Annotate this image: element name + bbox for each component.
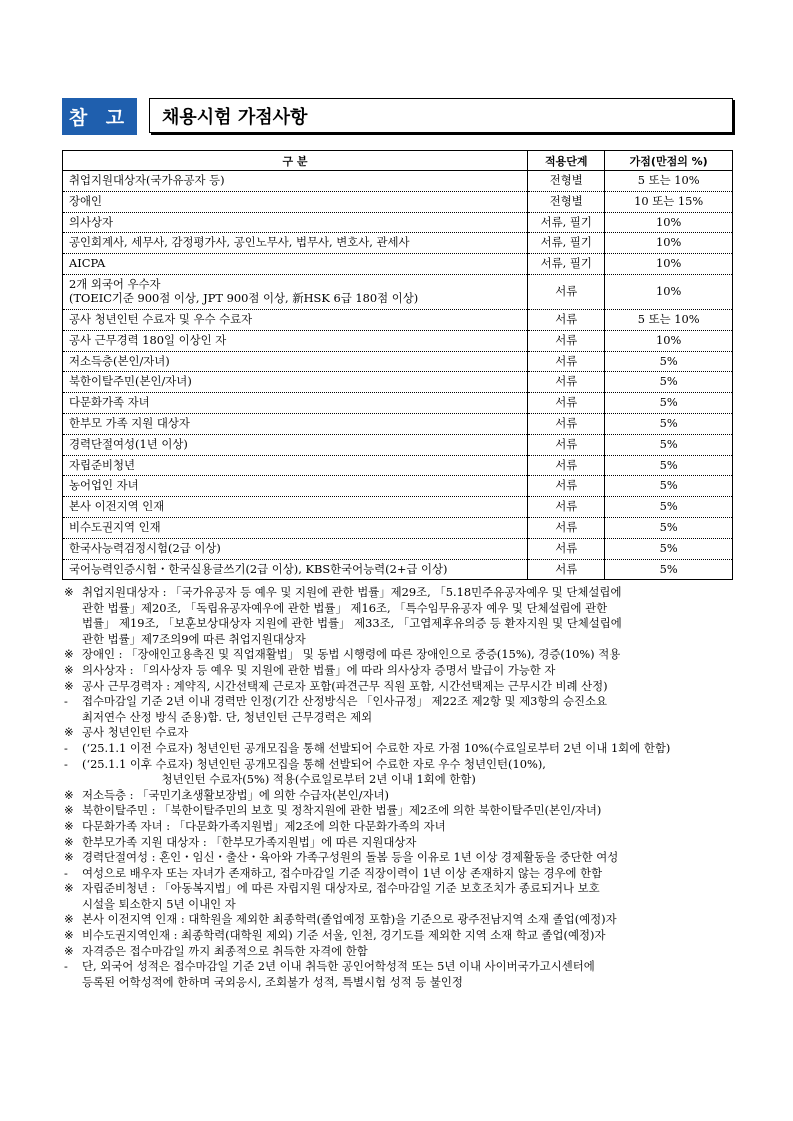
note-mark bbox=[64, 616, 82, 632]
note-text: 공사 근무경력자 : 계약직, 시간선택제 근로자 포함(파견근무 직원 포함, 시간선택제는 근무시간 비례 산정) bbox=[82, 678, 608, 693]
note-mark: ※ bbox=[64, 678, 74, 693]
row-item: 저소득층(본인/자녀) bbox=[63, 351, 528, 372]
row-stage: 서류 bbox=[528, 517, 605, 538]
row-points: 5% bbox=[605, 476, 733, 497]
row-item: 자립준비청년 bbox=[63, 455, 528, 476]
note-text: 자격증은 접수마감일 까지 최종적으로 취득한 자격에 한함 bbox=[82, 943, 368, 958]
table-row bbox=[63, 351, 733, 372]
note-text: 경력단절여성 : 혼인・임신・출산・육아와 가족구성원의 돌봄 등을 이유로 1년 이상 경제활동을 중단한 여성 bbox=[82, 850, 619, 865]
row-stage: 서류 bbox=[528, 455, 605, 476]
table-row bbox=[63, 330, 733, 351]
row-item: 농어업인 자녀 bbox=[63, 476, 528, 497]
row-item-line2: (TOEIC기준 900점 이상, JPT 900점 이상, 新HSK 6급 180점 이상) bbox=[69, 290, 419, 305]
row-stage: 서류, 필기 bbox=[528, 233, 605, 254]
row-stage: 서류 bbox=[528, 559, 605, 580]
row-points: 5 또는 10% bbox=[605, 309, 733, 330]
row-points: 5% bbox=[605, 455, 733, 476]
note-text: 등록된 어학성적에 한하며 국외응시, 조회불가 성적, 특별시험 성적 등 불인정 bbox=[82, 974, 463, 989]
note-line bbox=[64, 897, 744, 913]
note-mark: ※ bbox=[64, 834, 74, 849]
note-line bbox=[64, 741, 744, 757]
note-text: 관한 법률」제7조의9에 따른 취업지원대상자 bbox=[82, 631, 306, 646]
note-mark bbox=[64, 601, 82, 617]
row-stage: 서류 bbox=[528, 393, 605, 414]
table-row bbox=[63, 372, 733, 393]
row-points: 10 또는 15% bbox=[605, 191, 733, 212]
table-row bbox=[63, 233, 733, 254]
row-stage: 서류 bbox=[528, 538, 605, 559]
note-line bbox=[64, 679, 744, 695]
note-line bbox=[64, 912, 744, 928]
row-points: 5% bbox=[605, 497, 733, 518]
note-mark: ※ bbox=[64, 585, 74, 599]
note-text: (‘25.1.1 이전 수료자) 청년인턴 공개모집을 통해 선발되어 수료한 자로 가점 10%(수료일로부터 2년 이내 1회에 한함) bbox=[82, 740, 671, 755]
note-mark bbox=[64, 772, 82, 788]
note-mark bbox=[64, 710, 82, 726]
row-points: 5% bbox=[605, 517, 733, 538]
table-row bbox=[63, 393, 733, 414]
note-mark: ※ bbox=[64, 725, 74, 740]
note-mark: ※ bbox=[64, 928, 74, 943]
note-line bbox=[64, 616, 744, 632]
row-stage: 전형별 bbox=[528, 191, 605, 212]
note-line bbox=[64, 803, 744, 819]
note-line bbox=[64, 725, 744, 741]
page-title: 채용시험 가점사항 bbox=[149, 98, 733, 133]
title-bar bbox=[62, 98, 735, 135]
row-item: 국어능력인증시험・한국실용글쓰기(2급 이상), KBS한국어능력(2+급 이상) bbox=[63, 559, 528, 580]
note-text: 관한 법률」제20조, 「독립유공자예우에 관한 법률」 제16조, 「특수임무유공자 예우 및 단체설립에 관한 bbox=[82, 600, 608, 615]
note-text: 청년인턴 수료자(5%) 적용(수료일로부터 2년 이내 1회에 한함) bbox=[82, 772, 476, 787]
table-row bbox=[63, 497, 733, 518]
note-mark: - bbox=[64, 694, 68, 709]
note-line bbox=[64, 975, 744, 991]
table-row bbox=[63, 254, 733, 275]
note-line bbox=[64, 772, 744, 788]
row-stage: 서류 bbox=[528, 351, 605, 372]
note-text: 접수마감일 기준 2년 이내 경력만 인정(기간 산정방식은 「인사규정」 제22조 제2항 및 제3항의 승진소요 bbox=[82, 694, 608, 709]
note-line bbox=[64, 585, 744, 601]
table-row bbox=[63, 309, 733, 330]
row-stage: 서류 bbox=[528, 330, 605, 351]
row-item: 본사 이전지역 인재 bbox=[63, 497, 528, 518]
table-row bbox=[63, 171, 733, 192]
table-row bbox=[63, 413, 733, 434]
row-points: 10% bbox=[605, 254, 733, 275]
note-line bbox=[64, 757, 744, 773]
row-stage: 서류 bbox=[528, 372, 605, 393]
note-mark: ※ bbox=[64, 647, 74, 662]
row-item: 의사상자 bbox=[63, 212, 528, 233]
row-stage: 서류 bbox=[528, 413, 605, 434]
note-line bbox=[64, 819, 744, 835]
note-mark: ※ bbox=[64, 662, 74, 677]
table-row bbox=[63, 538, 733, 559]
row-item: 장애인 bbox=[63, 191, 528, 212]
note-text: 북한이탈주민 : 「북한이탈주민의 보호 및 정착지원에 관한 법률」제2조에 의한 북한이탈주민(본인/자녀) bbox=[82, 803, 602, 818]
note-line bbox=[64, 959, 744, 975]
table-row bbox=[63, 476, 733, 497]
row-stage: 전형별 bbox=[528, 171, 605, 192]
note-mark: ※ bbox=[64, 943, 74, 958]
row-item-line1: 2개 외국어 우수자 bbox=[69, 277, 161, 292]
row-item: 공인회계사, 세무사, 감정평가사, 공인노무사, 법무사, 변호사, 관세사 bbox=[63, 233, 528, 254]
table-header-row bbox=[63, 151, 733, 171]
note-text: 장애인 : 「장애인고용촉진 및 직업재활법」 및 동법 시행령에 따른 장애인으로 중증(15%), 경증(10%) 적용 bbox=[82, 647, 621, 662]
row-item: 비수도권지역 인재 bbox=[63, 517, 528, 538]
note-text: 최저연수 산정 방식 준용)함. 단, 청년인턴 근무경력은 제외 bbox=[82, 709, 373, 724]
note-text: 법률」 제19조, 「보훈보상대상자 지원에 관한 법률」 제33조, 「고엽제후유의증 등 환자지원 및 단체설립에 bbox=[82, 616, 622, 631]
note-line bbox=[64, 632, 744, 648]
note-line bbox=[64, 788, 744, 804]
row-stage: 서류 bbox=[528, 309, 605, 330]
note-mark: ※ bbox=[64, 787, 74, 802]
row-points: 5% bbox=[605, 413, 733, 434]
note-line bbox=[64, 647, 744, 663]
row-stage: 서류 bbox=[528, 434, 605, 455]
note-mark: ※ bbox=[64, 818, 74, 833]
note-line bbox=[64, 866, 744, 882]
note-text: 공사 청년인턴 수료자 bbox=[82, 725, 189, 740]
row-item: 다문화가족 자녀 bbox=[63, 393, 528, 414]
note-text: 여성으로 배우자 또는 자녀가 존재하고, 접수마감일 기준 직장이력이 1년 이상 존재하지 않는 경우에 한함 bbox=[82, 865, 603, 880]
row-item: 북한이탈주민(본인/자녀) bbox=[63, 372, 528, 393]
reference-badge: 참 고 bbox=[62, 98, 137, 135]
note-mark: - bbox=[64, 756, 68, 771]
row-item: 공사 청년인턴 수료자 및 우수 수료자 bbox=[63, 309, 528, 330]
row-points: 10% bbox=[605, 212, 733, 233]
row-item: AICPA bbox=[63, 254, 528, 275]
note-mark bbox=[64, 975, 82, 991]
note-text: 자립준비청년 : 「아동복지법」에 따른 자립지원 대상자로, 접수마감일 기준 보호조치가 종료되거나 보호 bbox=[82, 881, 600, 896]
note-line bbox=[64, 663, 744, 679]
row-points: 10% bbox=[605, 233, 733, 254]
note-text: 단, 외국어 성적은 접수마감일 기준 2년 이내 취득한 공인어학성적 또는 5년 이내 사이버국가고시센터에 bbox=[82, 959, 595, 974]
note-mark: - bbox=[64, 740, 68, 755]
table-row bbox=[63, 434, 733, 455]
note-line bbox=[64, 601, 744, 617]
note-text: (‘25.1.1 이후 수료자) 청년인턴 공개모집을 통해 선발되어 수료한 자로 우수 청년인턴(10%), bbox=[82, 756, 546, 771]
table-row bbox=[63, 559, 733, 580]
note-mark: ※ bbox=[64, 850, 74, 865]
note-line bbox=[64, 850, 744, 866]
row-item: 공사 근무경력 180일 이상인 자 bbox=[63, 330, 528, 351]
note-text: 저소득층 : 「국민기초생활보장법」에 의한 수급자(본인/자녀) bbox=[82, 787, 389, 802]
row-stage: 서류 bbox=[528, 497, 605, 518]
row-stage: 서류, 필기 bbox=[528, 212, 605, 233]
row-stage: 서류, 필기 bbox=[528, 254, 605, 275]
note-text: 취업지원대상자 : 「국가유공자 등 예우 및 지원에 관한 법률」제29조, 「5.18민주유공자예우 및 단체설립에 bbox=[82, 585, 622, 599]
row-item bbox=[63, 274, 528, 309]
notes-section bbox=[64, 585, 744, 990]
row-item: 취업지원대상자(국가유공자 등) bbox=[63, 171, 528, 192]
row-item: 한국사능력검정시험(2급 이상) bbox=[63, 538, 528, 559]
note-line bbox=[64, 944, 744, 960]
note-line bbox=[64, 835, 744, 851]
row-stage: 서류 bbox=[528, 476, 605, 497]
row-points: 5% bbox=[605, 393, 733, 414]
row-item: 경력단절여성(1년 이상) bbox=[63, 434, 528, 455]
row-points: 5% bbox=[605, 559, 733, 580]
note-mark: - bbox=[64, 865, 68, 880]
col-header-category: 구 분 bbox=[63, 151, 528, 171]
note-line bbox=[64, 928, 744, 944]
row-points: 5% bbox=[605, 351, 733, 372]
table-row bbox=[63, 274, 733, 309]
table-row bbox=[63, 517, 733, 538]
row-points: 5 또는 10% bbox=[605, 171, 733, 192]
note-text: 의사상자 : 「의사상자 등 예우 및 지원에 관한 법률」에 따라 의사상자 증명서 발급이 가능한 자 bbox=[82, 662, 556, 677]
table-row bbox=[63, 455, 733, 476]
note-text: 다문화가족 자녀 : 「다문화가족지원법」제2조에 의한 다문화가족의 자녀 bbox=[82, 818, 446, 833]
note-line bbox=[64, 881, 744, 897]
note-mark bbox=[64, 632, 82, 648]
row-points: 10% bbox=[605, 330, 733, 351]
note-line bbox=[64, 710, 744, 726]
note-text: 한부모가족 지원 대상자 : 「한부모가족지원법」에 따른 지원대상자 bbox=[82, 834, 417, 849]
note-text: 시설을 퇴소한지 5년 이내인 자 bbox=[82, 896, 236, 911]
bonus-points-table bbox=[62, 150, 733, 580]
col-header-points: 가점(만점의 %) bbox=[605, 151, 733, 171]
note-mark bbox=[64, 897, 82, 913]
table-row bbox=[63, 212, 733, 233]
row-points: 5% bbox=[605, 372, 733, 393]
row-stage: 서류 bbox=[528, 274, 605, 309]
note-text: 비수도권지역인재 : 최종학력(대학원 제외) 기준 서울, 인천, 경기도를 제외한 지역 소재 학교 졸업(예정)자 bbox=[82, 928, 606, 943]
row-points: 10% bbox=[605, 274, 733, 309]
note-mark: ※ bbox=[64, 912, 74, 927]
table-row bbox=[63, 191, 733, 212]
note-line bbox=[64, 694, 744, 710]
note-mark: ※ bbox=[64, 803, 74, 818]
col-header-stage: 적용단계 bbox=[528, 151, 605, 171]
note-mark: ※ bbox=[64, 881, 74, 896]
row-item: 한부모 가족 지원 대상자 bbox=[63, 413, 528, 434]
note-text: 본사 이전지역 인재 : 대학원을 제외한 최종학력(졸업예정 포함)을 기준으로 광주전남지역 소재 졸업(예정)자 bbox=[82, 912, 617, 927]
note-mark: - bbox=[64, 959, 68, 974]
row-points: 5% bbox=[605, 538, 733, 559]
row-points: 5% bbox=[605, 434, 733, 455]
